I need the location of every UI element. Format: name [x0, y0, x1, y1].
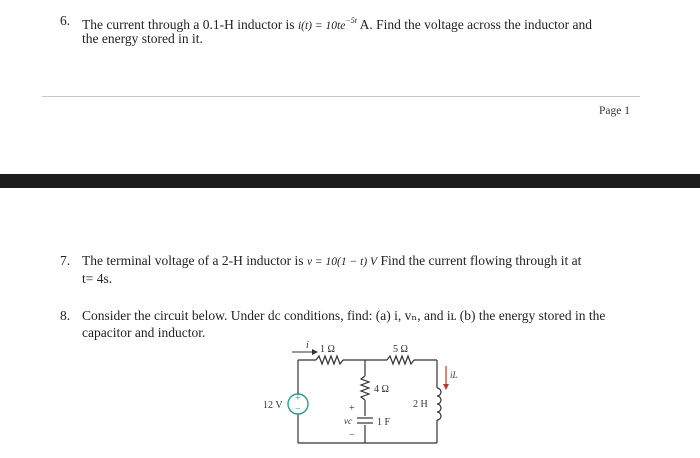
r1-label: 1 Ω	[320, 344, 335, 355]
vc-minus: −	[349, 430, 355, 441]
inductor-2h	[437, 388, 441, 420]
question-8-line2: capacitor and inductor.	[82, 325, 206, 340]
question-6-formula: $i(t) = 10te^{-5t}$	[297, 16, 357, 32]
source-minus-sign: −	[295, 404, 301, 415]
il-label: iL	[450, 370, 458, 380]
question-7-formula: v = 10(1 − t) V	[306, 256, 378, 268]
vc-plus: +	[349, 403, 355, 414]
vc-label: vc	[344, 416, 352, 426]
cap-label: 1 F	[377, 417, 391, 428]
question-6-text-before: The current through a 0.1-H inductor is	[82, 17, 295, 32]
current-i-label: i	[306, 340, 309, 351]
question-6-number: 6.	[60, 13, 71, 28]
r2-label: 5 Ω	[393, 344, 408, 355]
current-arrow-il-head	[443, 384, 449, 390]
question-6-line2: the energy stored in it.	[82, 31, 203, 46]
current-arrow-i-head	[312, 349, 318, 355]
r3-label: 4 Ω	[374, 384, 389, 395]
question-7-text-before: The terminal voltage of a 2-H inductor is	[82, 253, 304, 268]
resistor-1ohm	[316, 356, 343, 364]
question-8-line1: Consider the circuit below. Under dc conditions, find: (a) i, vₙ, and iʟ (b) the energy stored in the	[82, 308, 606, 323]
resistor-5ohm	[387, 356, 414, 364]
source-label: 12 V	[263, 400, 283, 411]
question-7-text-after: Find the current flowing through it at	[377, 253, 582, 268]
question-8-number: 8.	[60, 308, 71, 323]
question-7-line2: t= 4s.	[82, 271, 113, 286]
inductor-label: 2 H	[413, 399, 428, 410]
resistor-4ohm	[361, 376, 369, 400]
question-7-number: 7.	[60, 253, 71, 268]
source-plus-sign: +	[295, 393, 301, 404]
page-number: Page 1	[599, 105, 630, 117]
question-6-text-after: A. Find the voltage across the inductor and	[356, 17, 593, 32]
